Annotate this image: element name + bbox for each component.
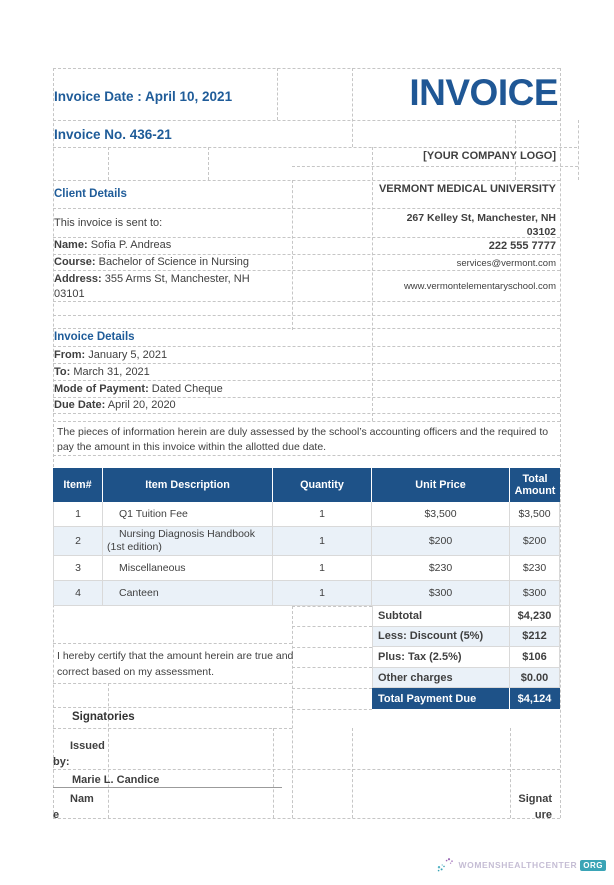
invoice-to-row [54,366,150,378]
summary-row-total-due [372,688,560,709]
signature-label: Signature [518,793,552,821]
summary-row-other-charges [372,668,560,689]
invoice-payment-label: Mode of Payment: [54,383,149,395]
cell-unit-price: $3,500 [372,502,510,527]
footer-dots-icon [437,857,455,873]
invoice-from-row [54,349,167,361]
header-unit-price: Unit Price [372,468,510,502]
cell-unit-price: $200 [372,527,510,556]
cell-quantity: 1 [273,502,372,527]
client-name-label: Name: [54,239,88,251]
invoice-from-label: From: [54,349,86,361]
summary-label: Plus: Tax (2.5%) [372,647,510,667]
summary-value: $212 [510,627,560,647]
cell-item-number: 2 [53,527,103,556]
cell-item-description: Nursing Diagnosis Handbook (1st edition) [103,527,273,556]
client-details-title: Client Details [54,188,127,200]
name-label: Name [53,793,94,821]
summary-label: Other charges [372,668,510,688]
company-name: VERMONT MEDICAL UNIVERSITY [378,183,556,195]
cell-item-number: 1 [53,502,103,527]
summary-value: $106 [510,647,560,667]
table-row [53,527,560,556]
summary-row-subtotal [372,606,560,627]
certification-text: I hereby certify that the amount herein are true and correct based on my assessment. [57,650,294,678]
invoice-to-value: March 31, 2021 [73,366,150,378]
cell-item-description: Miscellaneous [103,556,273,581]
company-address: 267 Kelley St, Manchester, NH 03102 [406,212,556,238]
summary-table [372,606,560,709]
cell-item-number: 3 [53,556,103,581]
cell-quantity: 1 [273,556,372,581]
client-course-label: Course: [54,256,96,268]
client-name-row [54,239,171,251]
cell-total-amount: $3,500 [510,502,560,527]
cell-total-amount: $200 [510,527,560,556]
header-quantity: Quantity [273,468,372,502]
invoice-from-value: January 5, 2021 [88,349,168,361]
notice-text: The pieces of information herein are duly assessed by the school’s accounting officers and the required to pay the amount in this invoice within the allotted due date. [57,426,549,453]
invoice-due-label: Due Date: [54,399,106,411]
client-address-value: 355 Arms St, Manchester, NH 03101 [54,273,250,300]
client-name-value: Sofia P. Andreas [90,239,172,251]
footer-logo [437,856,606,874]
client-address-row [54,272,276,302]
items-table [53,468,560,606]
cell-quantity: 1 [273,581,372,606]
summary-value: $4,230 [510,606,560,626]
cell-total-amount: $230 [510,556,560,581]
cell-item-description: Canteen [103,581,273,606]
footer-org-badge: ORG [580,860,606,871]
cell-item-number: 4 [53,581,103,606]
cell-unit-price: $230 [372,556,510,581]
invoice-payment-row [54,383,223,395]
company-website: www.vermontelementaryschool.com [403,281,556,292]
cell-quantity: 1 [273,527,372,556]
invoice-number: Invoice No. 436-21 [54,127,172,142]
table-row [53,581,560,606]
invoice-payment-value: Dated Cheque [151,383,223,395]
invoice-to-label: To: [54,366,71,378]
summary-label: Total Payment Due [372,688,510,709]
header-total-amount: Total Amount [514,473,556,497]
invoice-due-value: April 20, 2020 [107,399,176,411]
client-address-label: Address: [54,273,102,285]
table-row [53,502,560,527]
client-course-row [54,256,249,268]
invoice-details-title: Invoice Details [54,331,135,343]
header-item-number: Item# [53,468,103,502]
header-item-description: Item Description [103,468,273,502]
company-email: services@vermont.com [456,258,556,269]
company-phone: 222 555 7777 [488,240,556,252]
summary-value: $0.00 [510,668,560,688]
invoice-title: INVOICE [409,72,558,113]
invoice-date: Invoice Date : April 10, 2021 [54,89,233,104]
footer-brand-text: WOMENSHEALTHCENTER [458,860,578,870]
summary-label: Subtotal [372,606,510,626]
cell-unit-price: $300 [372,581,510,606]
company-logo-placeholder: [YOUR COMPANY LOGO] [423,150,556,162]
client-intro: This invoice is sent to: [54,217,163,229]
issued-by-label: Issued by: [53,740,105,768]
cell-item-description: Q1 Tuition Fee [103,502,273,527]
summary-row-discount [372,627,560,648]
summary-label: Less: Discount (5%) [372,627,510,647]
client-course-value: Bachelor of Science in Nursing [98,256,250,268]
invoice-due-row [54,399,176,411]
items-table-header [53,468,560,502]
table-row [53,556,560,581]
cell-total-amount: $300 [510,581,560,606]
issued-by-name: Marie L. Candice [72,774,160,786]
summary-value: $4,124 [510,688,560,709]
signature-line [53,787,282,788]
summary-row-tax [372,647,560,668]
signatories-title: Signatories [72,711,135,723]
